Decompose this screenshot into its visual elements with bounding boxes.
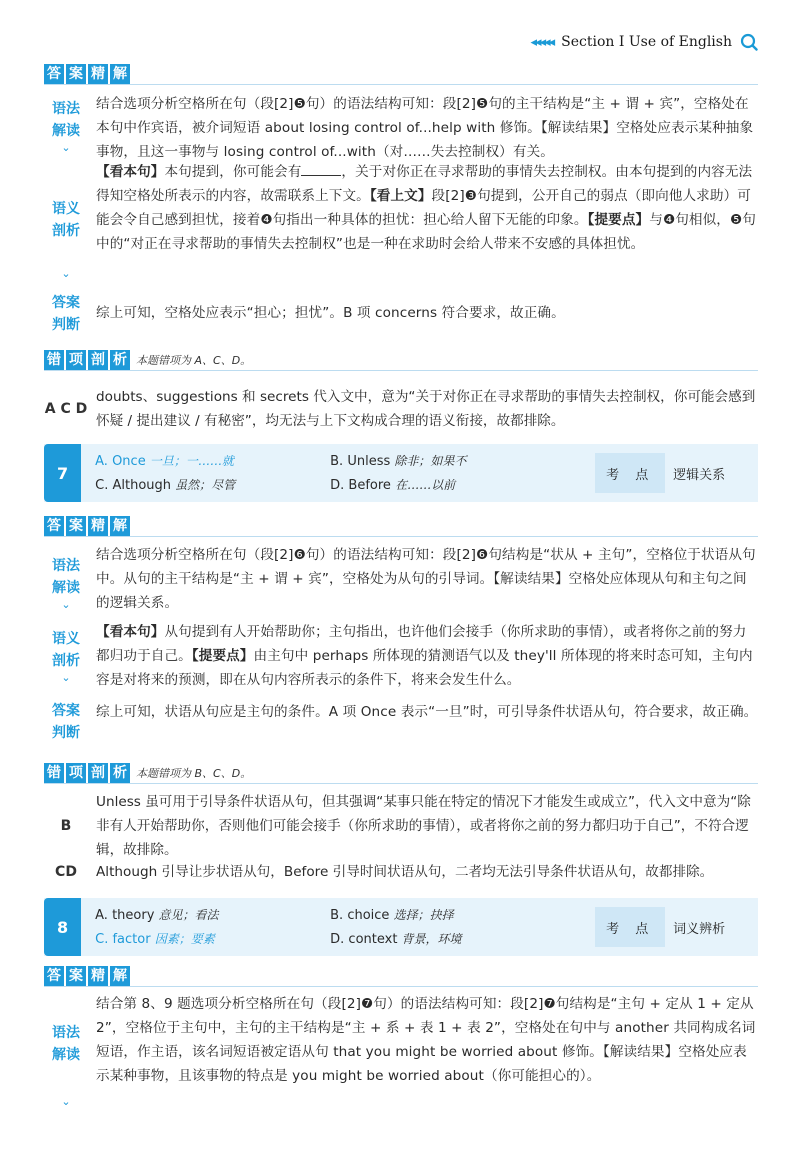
divider	[44, 370, 758, 371]
error-row	[44, 385, 758, 433]
chevron-down-icon: ⌄	[61, 671, 71, 684]
divider	[44, 84, 758, 85]
answer-analysis-title: 答 案 精 解	[44, 516, 130, 536]
chevron-down-icon: ⌄	[61, 598, 71, 611]
question-options	[81, 898, 595, 956]
q6-judge-text: 综上可知，空格处应表示“担心；担忧”。B 项 concerns 符合要求，故正确。	[96, 305, 565, 321]
option-d: D. context 背景，环境	[330, 931, 462, 947]
error-text: Although 引导让步状语从句，Before 引导时间状语从句，二者均无法引导条件状语从句，故都排除。	[96, 864, 714, 880]
question-7-box	[44, 444, 732, 502]
grammar-label: 语法 解读 ⌄	[44, 92, 88, 164]
chevron-down-icon: ⌄	[61, 1095, 71, 1108]
topic-value: 词义辨析	[673, 921, 726, 937]
divider	[44, 783, 758, 784]
question-number: 7	[44, 444, 81, 502]
q7-semantic-block	[44, 620, 758, 692]
divider	[44, 536, 758, 537]
q6-semantic-block	[44, 160, 758, 280]
topic-area	[595, 444, 732, 502]
error-letters: B	[60, 818, 72, 834]
grammar-label: 语法 解读 ⌄	[44, 992, 88, 1108]
error-letters: A C D	[44, 401, 88, 417]
question-number: 8	[44, 898, 81, 956]
option-c: C. factor 因素；要素	[95, 931, 215, 947]
chevron-down-icon: ⌄	[61, 141, 71, 154]
error-text: doubts、suggestions 和 secrets 代入文中，意为“关于对你正在寻求帮助的事情失去控制权，你可能会感到怀疑 / 提出建议 / 有秘密”，均无法与上下文构成合理的语义衔接，故都排除。	[96, 389, 756, 429]
option-a: A. Once 一旦；一……就	[95, 453, 234, 469]
option-b: B. choice 选择；抉择	[330, 907, 454, 923]
q7-semantic-text: 【看本句】从句提到有人开始帮助你；主句指出，也许他们会接手（你所求助的事情），或者将你之前的努力都归功于自己。【提要点】由主句中 perhaps 所体现的猜测语气以及 they'll 所体现的将来时态可知，主句内容是对将来的预测，即在从句内容所表示的条件下，将来会发生什么。	[96, 624, 753, 688]
error-note: 本题错项为 B、C、D。	[136, 767, 252, 780]
q7-grammar-text: 结合选项分析空格所在句（段[2]❻句）的语法结构可知：段[2]❻句结构是“状从 + 主句”，空格位于状语从句中。从句的主干结构是“主 + 谓 + 宾”，空格处为从句的引导词。【解读结果】空格处应体现从句和主句之间的逻辑关系。	[96, 547, 756, 611]
judge-label: 答案 判断	[52, 295, 80, 333]
chevron-down-icon: ⌄	[61, 267, 71, 280]
topic-label: 考 点	[595, 453, 665, 493]
grammar-label: 语法 解读 ⌄	[44, 543, 88, 615]
q6-judge-block	[44, 292, 758, 336]
topic-label: 考 点	[595, 907, 665, 947]
question-8-box	[44, 898, 732, 956]
error-note: 本题错项为 A、C、D。	[136, 354, 252, 367]
header-title: Section I Use of English	[561, 34, 732, 50]
topic-value: 逻辑关系	[673, 467, 726, 483]
error-text: Unless 虽可用于引导条件状语从句，但其强调“某事只能在特定的情况下才能发生或成立”，代入文中意为“除非有人开始帮助你，否则他们可能会接手（你所求助的事情），或者将你之前的努力都归功于自己”，不符合逻辑，故排除。	[96, 794, 751, 858]
q7-judge-block	[44, 700, 758, 744]
q7-grammar-block	[44, 543, 758, 615]
semantic-label: 语义 剖析 ⌄	[44, 620, 88, 692]
option-a: A. theory 意见；看法	[95, 907, 219, 923]
error-letters: CD	[55, 864, 77, 880]
option-d: D. Before 在……以前	[330, 477, 456, 493]
q6-semantic-text: 【看本句】本句提到，你可能会有 ，关于对你正在寻求帮助的事情失去控制权。由本句提到的内容无法得知空格处所表示的内容，故需联系上下文。【看上文】段[2]❸句提到，公开自己的弱点（即向他人求助）可能会令自己感到担忧，接着❹句指出一种具体的担忧：担心给人留下无能的印象。【提要点】与❹句相似，❺句中的“对正在寻求帮助的事情失去控制权”也是一种在求助时会给人带来不安感的具体担忧。	[96, 164, 756, 252]
q6-grammar-block	[44, 92, 758, 164]
q8-grammar-text: 结合第 8、9 题选项分析空格所在句（段[2]❼句）的语法结构可知：段[2]❼句结构是“主句 + 定从 1 + 定从 2”，空格位于主句中，主句的主干结构是“主 + 系 + 表 1 + 表 2”，空格处在句中与 another 共同构成名词短语，作主语，该名词短语被定语从句 that you might be worried about 修饰。【解读结果】空格处应表示某种事物，且该事物的特点是 you might be worried about（你可能担心的）。	[96, 996, 756, 1084]
q8-grammar-block	[44, 992, 758, 1108]
search-icon	[740, 33, 758, 51]
question-options	[81, 444, 595, 502]
q6-grammar-text: 结合选项分析空格所在句（段[2]❺句）的语法结构可知：段[2]❺句的主干结构是“主 + 谓 + 宾”，空格处在本句中作宾语，被介词短语 about losing control of...help with 修饰。【解读结果】空格处应表示某种抽象事物，且这一事物与 losing control of...with（对……失去控制权）有关。	[96, 96, 754, 160]
semantic-label: 语义 剖析 ⌄	[44, 160, 88, 280]
judge-label: 答案 判断	[52, 703, 80, 741]
error-analysis-title: 错 项 剖 析 本题错项为 A、C、D。	[44, 350, 251, 370]
divider	[44, 986, 758, 987]
error-row	[44, 790, 758, 862]
q7-judge-text: 综上可知，状语从句应是主句的条件。A 项 Once 表示“一旦”时，可引导条件状语从句，符合要求，故正确。	[96, 704, 758, 720]
topic-area	[595, 898, 732, 956]
error-row	[44, 860, 758, 884]
answer-analysis-title: 答 案 精 解	[44, 64, 130, 84]
blank-line	[301, 163, 341, 176]
answer-analysis-title: 答 案 精 解	[44, 966, 130, 986]
error-analysis-title: 错 项 剖 析 本题错项为 B、C、D。	[44, 763, 251, 783]
page-header	[531, 28, 758, 56]
arrows-icon: ◂◂◂◂◂	[530, 34, 554, 50]
option-b: B. Unless 除非；如果不	[330, 453, 467, 469]
option-c: C. Although 虽然；尽管	[95, 477, 236, 493]
